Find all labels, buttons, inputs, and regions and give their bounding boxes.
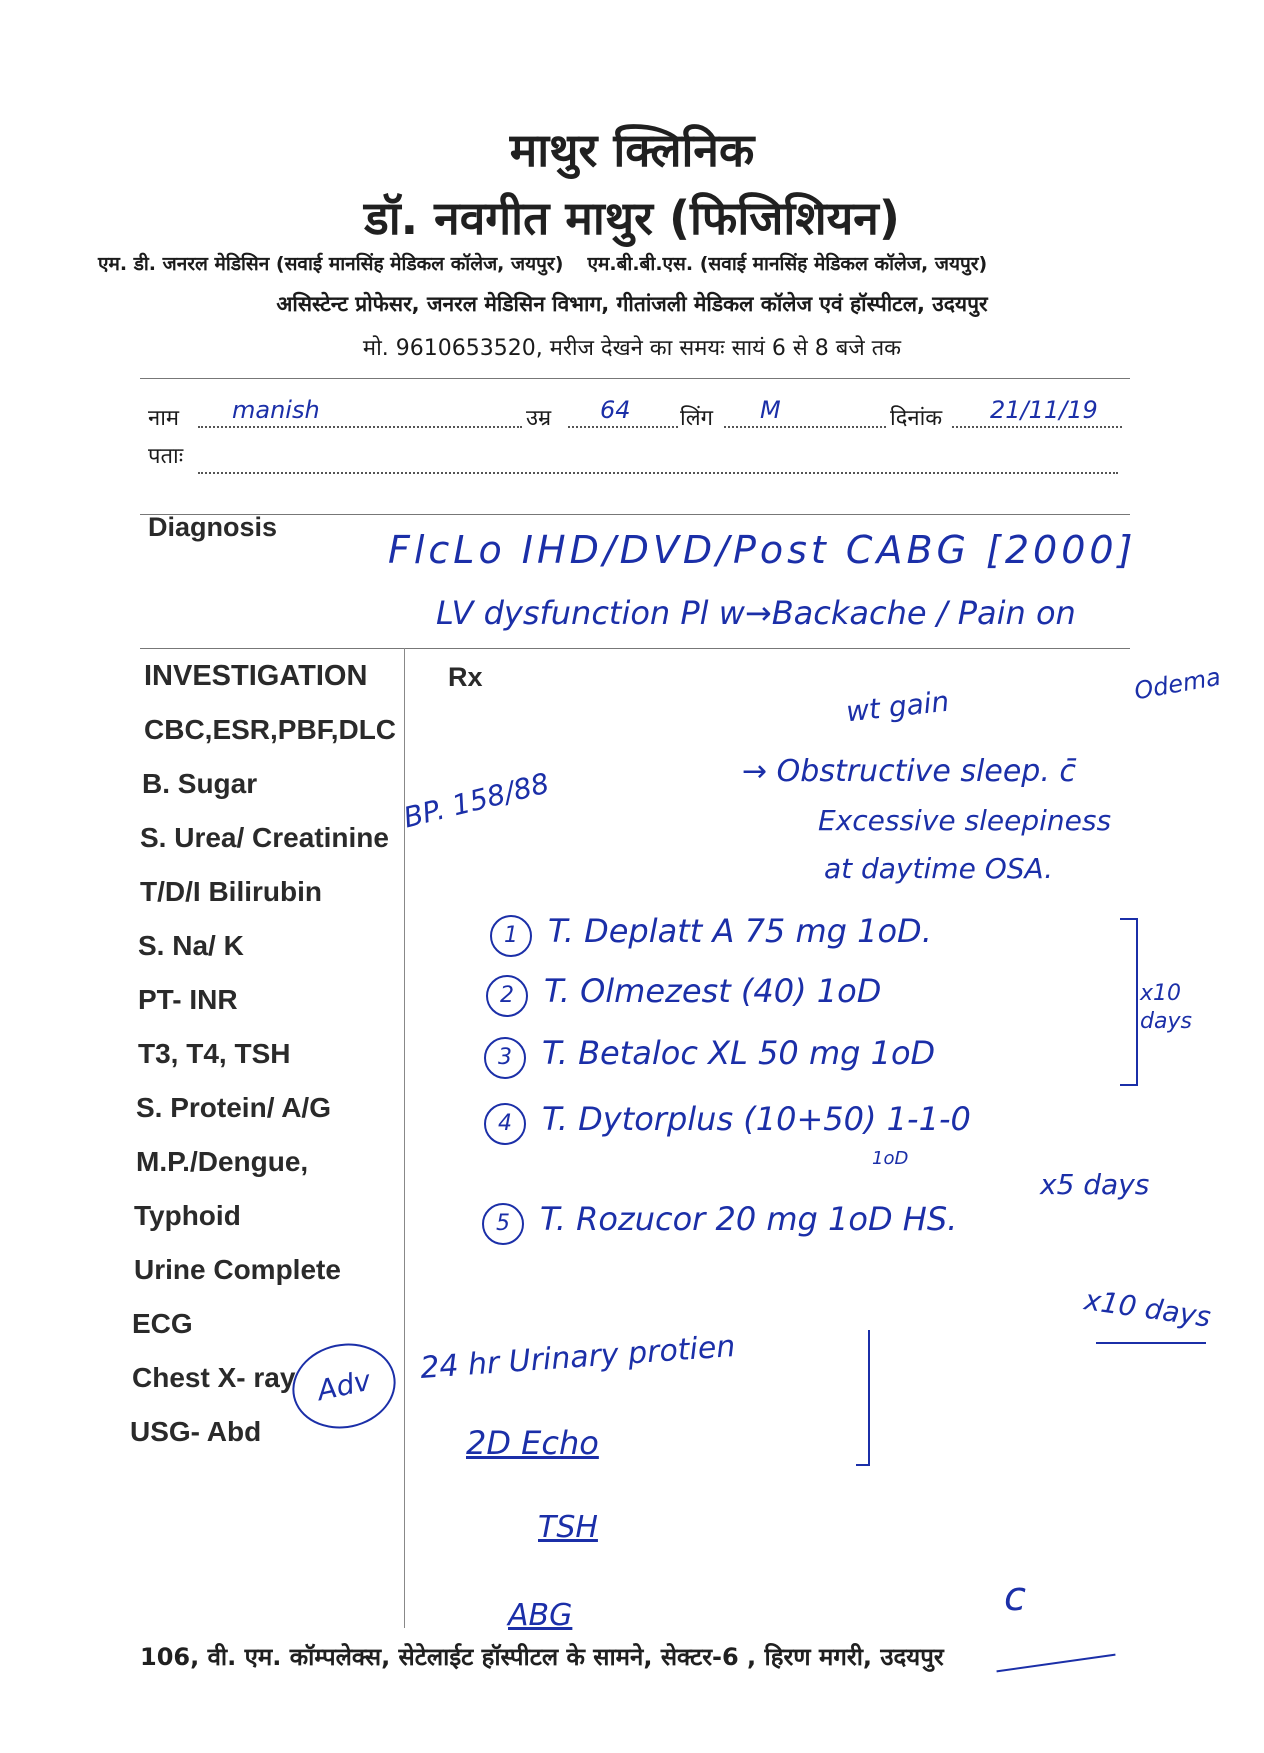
age-dots (568, 426, 678, 428)
investigation-item: M.P./Dengue, (136, 1146, 309, 1177)
investigation-item: S. Na/ K (138, 930, 244, 961)
investigation-item: USG- Abd (130, 1416, 262, 1447)
investigation-item: S. Urea/ Creatinine (140, 822, 389, 853)
age-label: उम्र (526, 406, 552, 431)
medication-item (484, 1034, 935, 1079)
sex-dots (724, 426, 886, 428)
diagnosis-label: Diagnosis (148, 512, 278, 542)
medication-text: T. Rozucor 20 mg 1oD HS. (540, 1200, 958, 1238)
qualification-md: एम. डी. जनरल मेडिसिन (सवाई मानसिंह मेडिकल कॉलेज, जयपुर) (98, 253, 564, 275)
advice-item: ABG (508, 1598, 573, 1633)
date-label: दिनांक (890, 406, 943, 431)
address-dots (198, 472, 1118, 474)
rx-note-osa-2: Excessive sleepiness (818, 804, 1112, 837)
duration-underline (1096, 1342, 1206, 1344)
diagnosis-line-2: LV dysfunction Pl w→Backache / Pain on (436, 594, 1076, 632)
investigation-item: T/D/I Bilirubin (140, 876, 322, 907)
clinic-address: 106, वी. एम. कॉम्पलेक्स, सेटेलाईट हॉस्पीटल के सामने, सेक्टर-6 , हिरण मगरी, उदयपुर (140, 1643, 944, 1671)
investigation-item: Typhoid (134, 1200, 241, 1231)
doctor-name: डॉ. नवगीत माथुर (फिजिशियन) (364, 191, 900, 245)
address-label: पताः (148, 444, 184, 469)
medication-item (482, 1200, 957, 1245)
investigation-item: ECG (132, 1308, 193, 1339)
rx-note-bp: BP. 158/88 (400, 766, 553, 835)
medication-bracket (1120, 918, 1138, 1086)
name-value: manish (232, 396, 320, 424)
column-divider (404, 648, 405, 1628)
medication-item (486, 972, 881, 1017)
investigation-item: Chest X- ray (132, 1362, 296, 1393)
qualification-mbbs: एम.बी.बी.एस. (सवाई मानसिंह मेडिकल कॉलेज, जयपुर) (587, 253, 988, 275)
contact-line: मो. 9610653520, मरीज देखने का समयः सायं 6 से 8 बजे तक (362, 336, 902, 361)
medication-number: 2 (486, 975, 528, 1017)
investigation-item: T3, T4, TSH (138, 1038, 291, 1069)
medication-number: 5 (482, 1203, 524, 1245)
medication-text: T. Deplatt A 75 mg 1oD. (548, 912, 932, 950)
medication-number: 3 (484, 1037, 526, 1079)
investigation-item: B. Sugar (142, 768, 258, 799)
advice-item: 24 hr Urinary protien (419, 1329, 737, 1386)
age-value: 64 (600, 396, 631, 424)
advice-item: 2D Echo (466, 1424, 599, 1462)
date-value: 21/11/19 (990, 396, 1098, 424)
rx-note-osa-3: at daytime OSA. (824, 852, 1054, 885)
designation-line: असिस्टेन्ट प्रोफेसर, जनरल मेडिसिन विभाग, गीतांजली मेडिकल कॉलेज एवं हॉस्पीटल, उदयपुर (276, 292, 988, 316)
signature-mark: c (1004, 1574, 1026, 1620)
advice-item: TSH (538, 1510, 598, 1545)
date-dots (952, 426, 1122, 428)
medication-number: 1 (490, 915, 532, 957)
investigation-label: INVESTIGATION (144, 660, 368, 692)
duration-note-2: x5 days (1040, 1168, 1150, 1201)
dose-note: 1oD (872, 1148, 909, 1169)
medication-text: T. Dytorplus (10+50) 1-1-0 (542, 1100, 971, 1138)
investigation-item: S. Protein/ A/G (136, 1092, 331, 1123)
sex-value: M (760, 396, 781, 424)
clinic-name: माथुर क्लिनिक (509, 123, 755, 177)
medication-text: T. Betaloc XL 50 mg 1oD (542, 1034, 936, 1072)
diagnosis-divider (140, 648, 1130, 649)
investigation-item: CBC,ESR,PBF,DLC (144, 714, 397, 745)
name-label: नाम (148, 406, 180, 431)
diagnosis-line-2b: Odema (1132, 662, 1223, 706)
signature-stroke (996, 1654, 1115, 1673)
patient-divider (140, 514, 1130, 515)
advice-bracket (856, 1330, 870, 1466)
investigation-item: PT- INR (138, 984, 238, 1015)
medication-text: T. Olmezest (40) 1oD (544, 972, 882, 1010)
medication-item (484, 1100, 971, 1145)
duration-note-1: x10 days (1140, 981, 1192, 1034)
duration-note-3: x10 days (1082, 1283, 1213, 1334)
rx-note-wt-gain: wt gain (844, 684, 951, 729)
advice-label: Adv (284, 1334, 403, 1438)
rx-note-osa-1: → Obstructive sleep. c̄ (742, 754, 1076, 789)
medication-item (490, 912, 932, 957)
sex-label: लिंग (680, 406, 714, 431)
medication-number: 4 (484, 1103, 526, 1145)
rx-label: Rx (448, 662, 483, 692)
diagnosis-line-1: FlcLo IHD/DVD/Post CABG [2000] (388, 528, 1137, 572)
investigation-item: Urine Complete (134, 1254, 341, 1285)
header-divider (140, 378, 1130, 379)
qualification-line (98, 250, 987, 276)
name-dots (198, 426, 522, 428)
